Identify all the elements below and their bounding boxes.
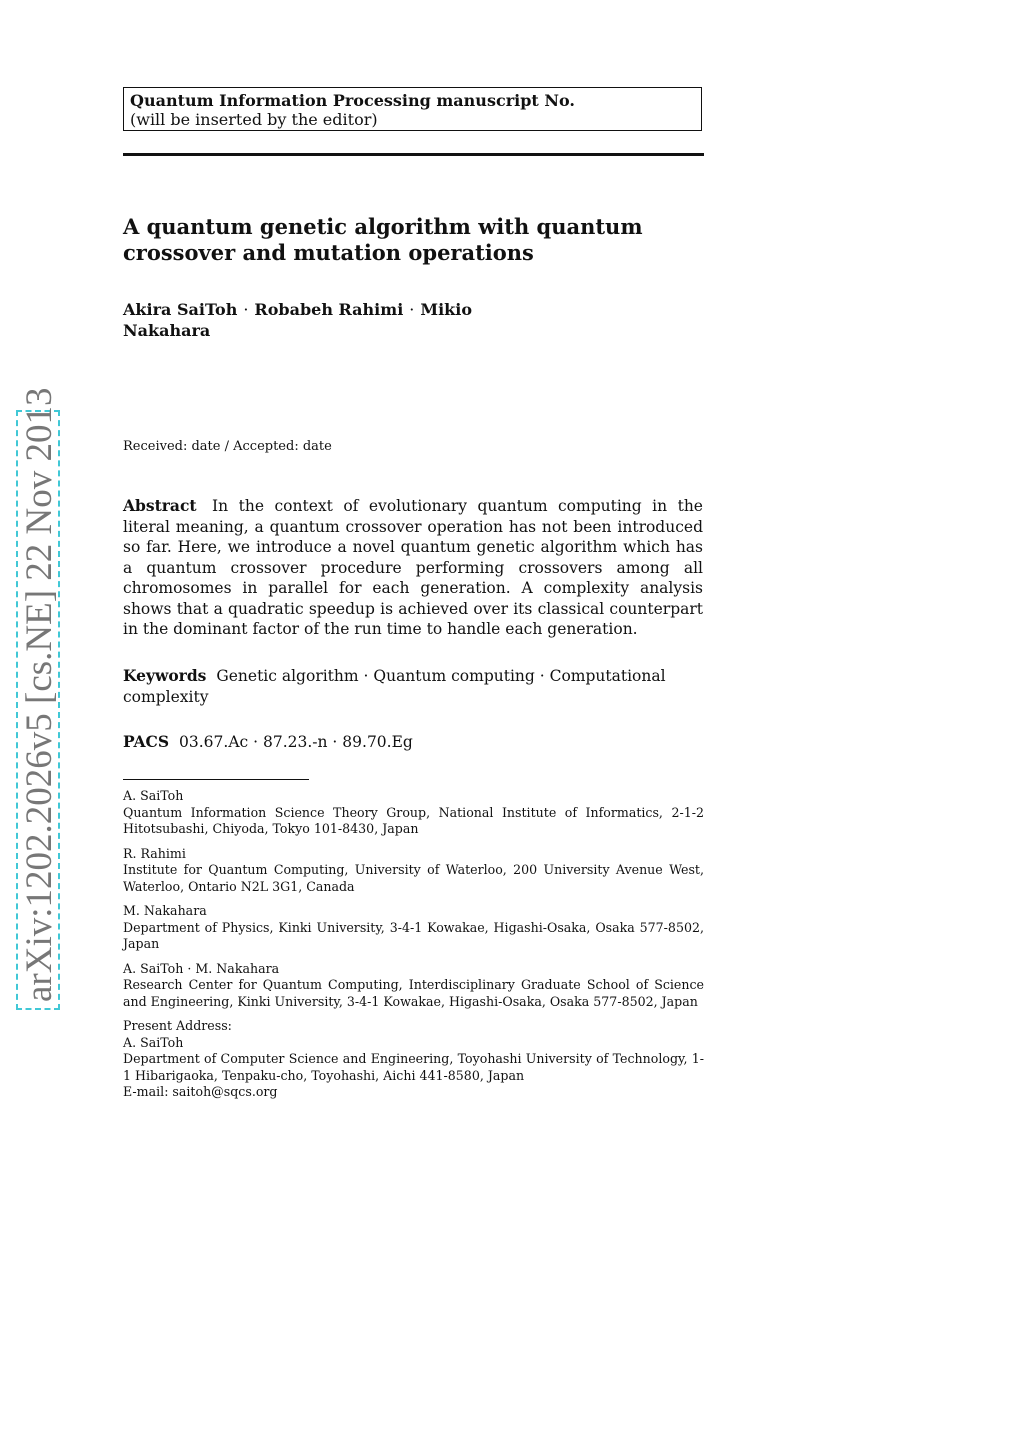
keywords-label: Keywords [123, 666, 207, 685]
affiliation-name: M. Nakahara [123, 903, 207, 918]
affiliation-item [123, 846, 704, 896]
affiliation-item [123, 961, 704, 1011]
affiliation-address: Institute for Quantum Computing, University of Waterloo, 200 University Avenue West, Waterloo, Ontario N2L 3G1, Canada [123, 862, 704, 894]
author-name: Robabeh Rahimi [254, 300, 404, 319]
footnote-rule [123, 779, 309, 780]
present-address-name: A. SaiToh [123, 1034, 184, 1050]
affiliation-address: Research Center for Quantum Computing, Interdisciplinary Graduate School of Science and Engineering, Kinki University, 3-4-1 Kowakae, Higashi-Osaka, Osaka 577-8502, Japan [123, 977, 704, 1009]
pacs [123, 732, 413, 753]
author-name: Akira SaiToh [123, 300, 238, 319]
affiliation-item [123, 903, 704, 953]
present-address-label: Present Address: [123, 1018, 232, 1033]
affiliation-item [123, 788, 704, 838]
pacs-label: PACS [123, 732, 170, 751]
present-address [123, 1018, 704, 1101]
affiliation-address: Department of Physics, Kinki University, 3-4-1 Kowakae, Higashi-Osaka, Osaka 577-8502, Japan [123, 919, 704, 951]
abstract-text: In the context of evolutionary quantum computing in the literal meaning, a quantum crossover operation has not been introduced so far. Here, we introduce a novel quantum genetic algorithm which has a quantum crossover procedure performing crossovers among all chromosomes in parallel for each generation. A complexity analysis shows that a quadratic speedup is achieved over its classical counterpart in the dominant factor of the run time to handle each generation. [123, 497, 703, 638]
title-line-1: A quantum genetic algorithm with quantum [123, 214, 643, 239]
title-line-2: crossover and mutation operations [123, 240, 534, 265]
keywords [123, 666, 683, 707]
journal-note: (will be inserted by the editor) [130, 110, 378, 129]
paper-title [123, 214, 703, 266]
contact-email[interactable]: E-mail: saitoh@sqcs.org [123, 1084, 278, 1099]
author-list [123, 299, 503, 341]
abstract [123, 496, 703, 640]
affiliation-name: A. SaiToh · M. Nakahara [123, 960, 280, 976]
journal-name: Quantum Information Processing manuscript No. [130, 91, 575, 110]
received-date: Received: date / Accepted: date [123, 439, 332, 454]
author-name: Mikio Nakahara [123, 300, 472, 340]
pacs-text: 03.67.Ac · 87.23.-n · 89.70.Eg [179, 733, 413, 751]
journal-header-box [123, 87, 702, 131]
author-separator: · [409, 300, 415, 319]
header-rule [123, 153, 704, 156]
affiliation-address: Quantum Information Science Theory Group, National Institute of Informatics, 2-1-2 Hitotsubashi, Chiyoda, Tokyo 101-8430, Japan [123, 804, 704, 836]
author-separator: · [243, 300, 249, 319]
abstract-label: Abstract [123, 496, 197, 515]
keywords-text: Genetic algorithm · Quantum computing · Computational complexity [123, 667, 666, 706]
present-address-text: Department of Computer Science and Engineering, Toyohashi University of Technology, 1-1 Hibarigaoka, Tenpaku-cho, Toyohashi, Aichi 441-8580, Japan [123, 1051, 704, 1083]
affiliation-name: R. Rahimi [123, 845, 186, 861]
arxiv-identifier[interactable]: arXiv:1202.2026v5 [cs.NE] 22 Nov 2013 [16, 410, 60, 1010]
affiliation-name: A. SaiToh [123, 788, 184, 803]
affiliation-list [123, 788, 704, 1109]
